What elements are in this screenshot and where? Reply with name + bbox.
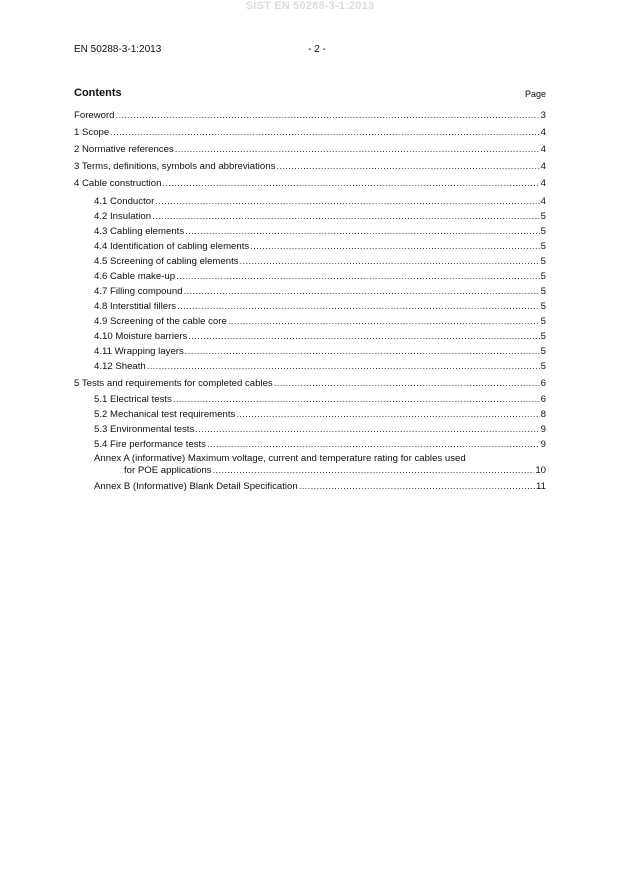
toc-leader-dots (173, 394, 540, 406)
toc-leader-dots (175, 144, 540, 156)
toc-entry-label: 3 Terms, definitions, symbols and abbreviations (74, 161, 276, 172)
toc-leader-dots (188, 331, 539, 343)
toc-entry-label: Annex B (Informative) Blank Detail Specification (94, 481, 298, 492)
toc-entry[interactable] (94, 361, 546, 373)
toc-entry[interactable] (94, 211, 546, 223)
document-id: EN 50288-3-1:2013 (74, 44, 162, 55)
toc-entry-label: 4.11 Wrapping layers (94, 346, 184, 357)
toc-entry-page: 5 (540, 316, 546, 327)
toc-entry[interactable] (94, 301, 546, 313)
toc-entry-label: 5.1 Electrical tests (94, 394, 172, 405)
toc-entry-label: for POE applications (124, 465, 212, 476)
toc-entry-label: 4.4 Identification of cabling elements (94, 241, 250, 252)
toc-leader-dots (152, 211, 540, 223)
toc-entry[interactable] (94, 271, 546, 283)
toc-entry[interactable] (74, 378, 546, 390)
page-number: - 2 - (308, 44, 326, 55)
toc-entry-page: 4 (540, 161, 546, 172)
toc-entry[interactable] (74, 144, 546, 156)
toc-entry-label: 4.8 Interstitial fillers (94, 301, 177, 312)
toc-entry[interactable] (74, 178, 546, 190)
toc-entry[interactable] (94, 331, 546, 343)
toc-entry[interactable] (94, 346, 546, 358)
toc-entry-page: 5 (540, 301, 546, 312)
toc-entry-label: 4.6 Cable make-up (94, 271, 176, 282)
toc-entry-page: 4 (540, 127, 546, 138)
toc-entry-page: 6 (540, 394, 546, 405)
toc-leader-dots (240, 256, 540, 268)
toc-leader-dots (276, 161, 539, 173)
toc-entry-page: 4 (540, 144, 546, 155)
toc-entry-label: 1 Scope (74, 127, 110, 138)
toc-entry[interactable] (94, 424, 546, 436)
toc-leader-dots (299, 481, 535, 493)
toc-entry-page: 5 (540, 331, 546, 342)
toc-entry-label: 4.3 Cabling elements (94, 226, 185, 237)
toc-leader-dots (147, 361, 540, 373)
toc-entry-page: 8 (540, 409, 546, 420)
toc-leader-dots (228, 316, 540, 328)
toc-entry-page: 5 (540, 226, 546, 237)
toc-entry-label: 4.7 Filling compound (94, 286, 183, 297)
toc-entry-label: Foreword (74, 110, 115, 121)
toc-entry-label: 4.1 Conductor (94, 196, 155, 207)
toc-entry-label: 4.9 Screening of the cable core (94, 316, 227, 327)
toc-entry-page: 9 (540, 424, 546, 435)
page-column-label: Page (524, 89, 546, 99)
toc-entry-label: 5.4 Fire performance tests (94, 439, 206, 450)
toc-entry[interactable] (74, 110, 546, 122)
toc-entry[interactable] (94, 241, 546, 253)
toc-entry-page: 5 (540, 211, 546, 222)
toc-entry-label: 2 Normative references (74, 144, 174, 155)
toc-entry-label: 5.2 Mechanical test requirements (94, 409, 236, 420)
toc-leader-dots (116, 110, 540, 122)
toc-entry-label: 4.12 Sheath (94, 361, 146, 372)
toc-entry[interactable] (94, 316, 546, 328)
toc-entry-page: 5 (540, 241, 546, 252)
toc-entry[interactable] (94, 196, 546, 208)
toc-entry-label: 4.10 Moisture barriers (94, 331, 188, 342)
toc-leader-dots (185, 346, 540, 358)
toc-annex-a-continuation[interactable] (124, 465, 546, 477)
toc-leader-dots (155, 196, 539, 208)
toc-leader-dots (236, 409, 539, 421)
toc-leader-dots (250, 241, 539, 253)
toc-entry-page: 3 (540, 110, 546, 121)
toc-entry[interactable] (94, 439, 546, 451)
toc-leader-dots (110, 127, 539, 139)
toc-entry-page: 5 (540, 271, 546, 282)
toc-entry-page: 5 (540, 286, 546, 297)
toc-entry-page: 5 (540, 256, 546, 267)
toc-leader-dots (185, 226, 540, 238)
toc-entry[interactable] (94, 226, 546, 238)
toc-entry-page: 11 (536, 481, 546, 492)
toc-entry[interactable] (74, 161, 546, 173)
toc-annex-a-title[interactable]: Annex A (informative) Maximum voltage, current and temperature rating for cables used (94, 453, 466, 464)
toc-leader-dots (274, 378, 540, 390)
toc-entry[interactable] (94, 286, 546, 298)
toc-entry-page: 5 (540, 346, 546, 357)
toc-leader-dots (207, 439, 540, 451)
toc-entry[interactable] (94, 409, 546, 421)
toc-leader-dots (177, 301, 540, 313)
toc-entry-page: 4 (540, 178, 546, 189)
toc-leader-dots (212, 465, 534, 477)
toc-entry-label: 5.3 Environmental tests (94, 424, 195, 435)
toc-entry[interactable] (94, 394, 546, 406)
toc-entry-page: 6 (540, 378, 546, 389)
page-number-header (0, 44, 620, 55)
toc-entry-label: 5 Tests and requirements for completed cables (74, 378, 273, 389)
toc-entry-page: 5 (540, 361, 546, 372)
toc-leader-dots (184, 286, 540, 298)
toc-entry-page: 10 (535, 465, 546, 476)
toc-entry-page: 9 (540, 439, 546, 450)
toc-entry-label: 4 Cable construction (74, 178, 162, 189)
toc-leader-dots (162, 178, 539, 190)
toc-leader-dots (176, 271, 540, 283)
toc-annex-b[interactable] (94, 481, 546, 493)
toc-entry[interactable] (94, 256, 546, 268)
toc-entry-page: 4 (540, 196, 546, 207)
toc-entry-label: 4.5 Screening of cabling elements (94, 256, 239, 267)
toc-leader-dots (195, 424, 539, 436)
watermark: SIST EN 50288-3-1:2013 (245, 0, 375, 12)
contents-title: Contents (74, 87, 122, 99)
toc-entry[interactable] (74, 127, 546, 139)
toc-entry-label: 4.2 Insulation (94, 211, 152, 222)
